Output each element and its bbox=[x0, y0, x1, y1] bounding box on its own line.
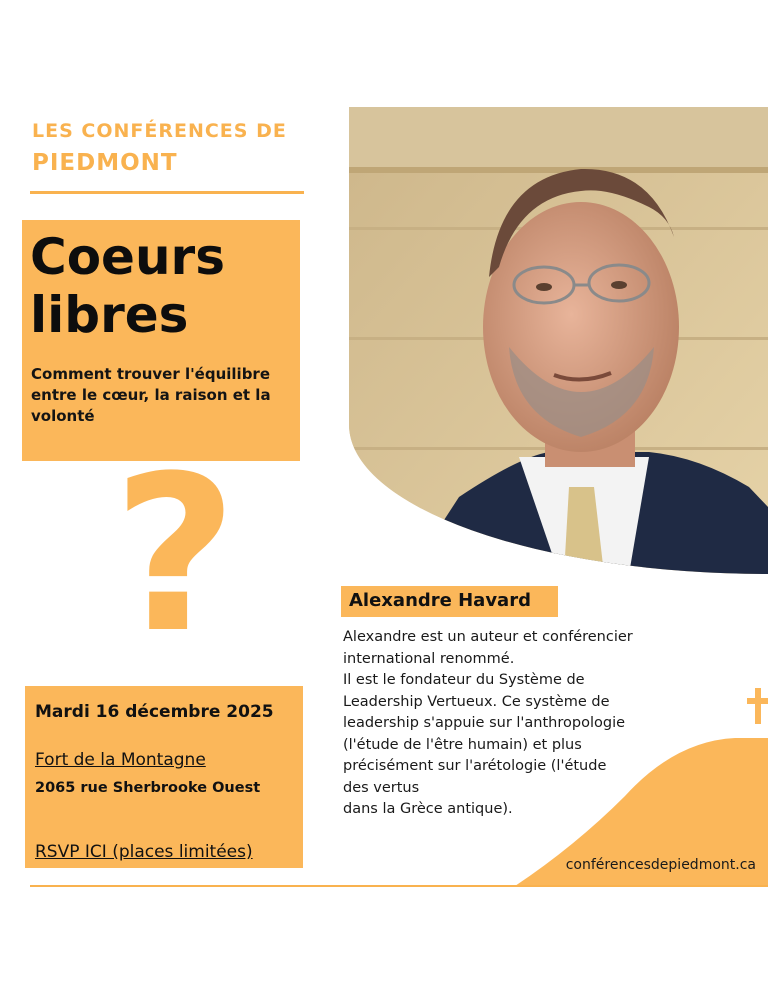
speaker-name-tag bbox=[341, 586, 558, 617]
speaker-bio-details: Il est le fondateur du Système de Leadership Vertueux. Ce système de leadership s'appuie sur l'anthropologie (l'étude de l'être humain) et plus précisément sur l'arétologie (l'étude des vertus dans la Grèce antique). bbox=[343, 672, 626, 817]
speaker-bio-intro: Alexandre est un auteur et conférencier international renommé. bbox=[343, 629, 633, 667]
cross-icon bbox=[747, 688, 768, 724]
top-divider bbox=[30, 191, 304, 194]
series-name-line1: LES CONFÉRENCES DE bbox=[32, 120, 287, 142]
title-panel bbox=[22, 220, 300, 461]
speaker-photo-illustration bbox=[349, 107, 768, 574]
website-url[interactable]: conférencesdepiedmont.ca bbox=[565, 857, 756, 873]
venue-link[interactable]: Fort de la Montagne bbox=[35, 750, 206, 770]
speaker-name: Alexandre Havard bbox=[349, 590, 531, 611]
series-name-line2: PIEDMONT bbox=[32, 150, 178, 176]
event-details-panel bbox=[25, 686, 303, 868]
bottom-divider bbox=[30, 885, 768, 887]
speaker-photo bbox=[349, 107, 768, 574]
rsvp-link[interactable]: RSVP ICI (places limitées) bbox=[35, 842, 253, 862]
talk-title: Coeurs libres bbox=[30, 228, 225, 344]
venue-address: 2065 rue Sherbrooke Ouest bbox=[35, 780, 261, 796]
hill-with-cross-graphic bbox=[515, 686, 768, 886]
talk-subtitle: Comment trouver l'équilibre entre le cœur, la raison et la volonté bbox=[31, 365, 271, 425]
question-mark-graphic: ? bbox=[112, 429, 238, 680]
event-date: Mardi 16 décembre 2025 bbox=[35, 702, 274, 722]
